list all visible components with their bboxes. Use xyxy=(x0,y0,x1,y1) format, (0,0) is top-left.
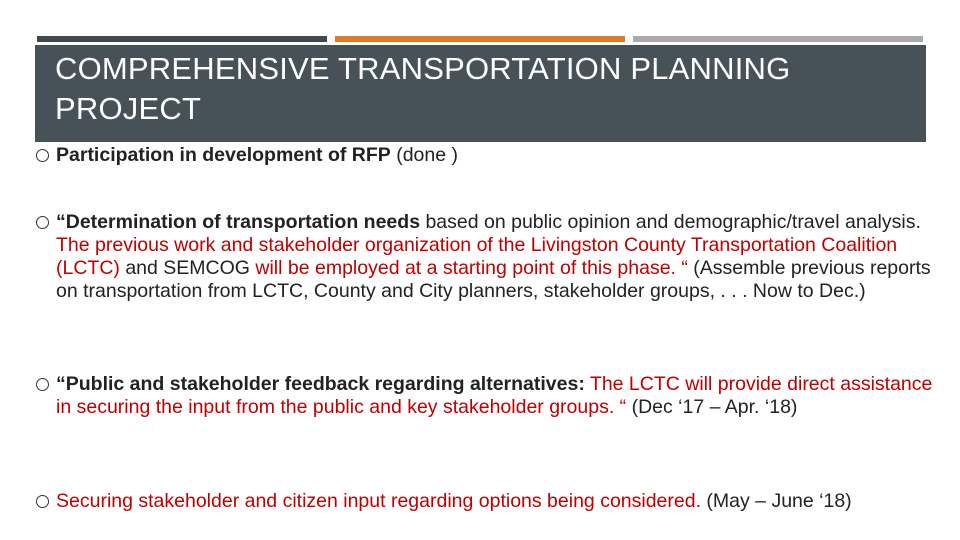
bullet-segment: based on public opinion and demographic/travel analysis. xyxy=(420,211,921,233)
bullet-item-rfp xyxy=(36,144,951,167)
bullet-segment: The LCTC will provide direct assistance in securing the input from the public and key stakeholder groups. “ xyxy=(56,373,933,418)
circle-bullet-icon xyxy=(36,216,49,229)
circle-bullet-icon xyxy=(36,495,49,508)
bullet-segment: “Determination of transportation needs xyxy=(56,211,421,233)
circle-bullet-icon xyxy=(36,378,49,391)
header-accent-bar-gray xyxy=(633,36,923,42)
bullet-segment: Securing stakeholder and citizen input regarding options being considered. xyxy=(56,490,702,512)
header-accent-bar-dark xyxy=(37,36,327,42)
bullet-segment: The previous work and stakeholder organization of the Livingston County Transportation Coalition (LCTC) xyxy=(56,234,898,279)
bullet-segment: will be employed at a starting point of this phase. “ xyxy=(255,257,688,279)
bullet-segment: (Dec ‘17 – Apr. ‘18) xyxy=(626,396,798,418)
bullet-text xyxy=(56,490,951,513)
bullet-text xyxy=(56,211,951,303)
bullet-segment: Participation in development of RFP xyxy=(56,144,391,166)
bullet-segment: “Public and stakeholder feedback regarding alternatives: xyxy=(56,373,585,395)
bullet-text xyxy=(56,373,951,419)
bullet-segment: (done ) xyxy=(390,144,458,166)
header-accent-bar-orange xyxy=(335,36,625,42)
bullet-segment: and SEMCOG xyxy=(119,257,256,279)
bullet-item-needs xyxy=(36,211,951,303)
bullet-segment: (Assemble previous reports on transportation from LCTC, County and City planners, stakeholder groups, . . . Now to Dec.) xyxy=(56,257,931,302)
bullet-segment: (May – June ‘18) xyxy=(701,490,852,512)
bullet-item-citizen-input xyxy=(36,490,951,513)
slide-title-banner xyxy=(35,45,926,142)
circle-bullet-icon xyxy=(36,149,49,162)
slide-title: COMPREHENSIVE TRANSPORTATION PLANNING PROJECT xyxy=(55,51,791,126)
bullet-item-feedback xyxy=(36,373,951,419)
bullet-text xyxy=(56,144,951,167)
